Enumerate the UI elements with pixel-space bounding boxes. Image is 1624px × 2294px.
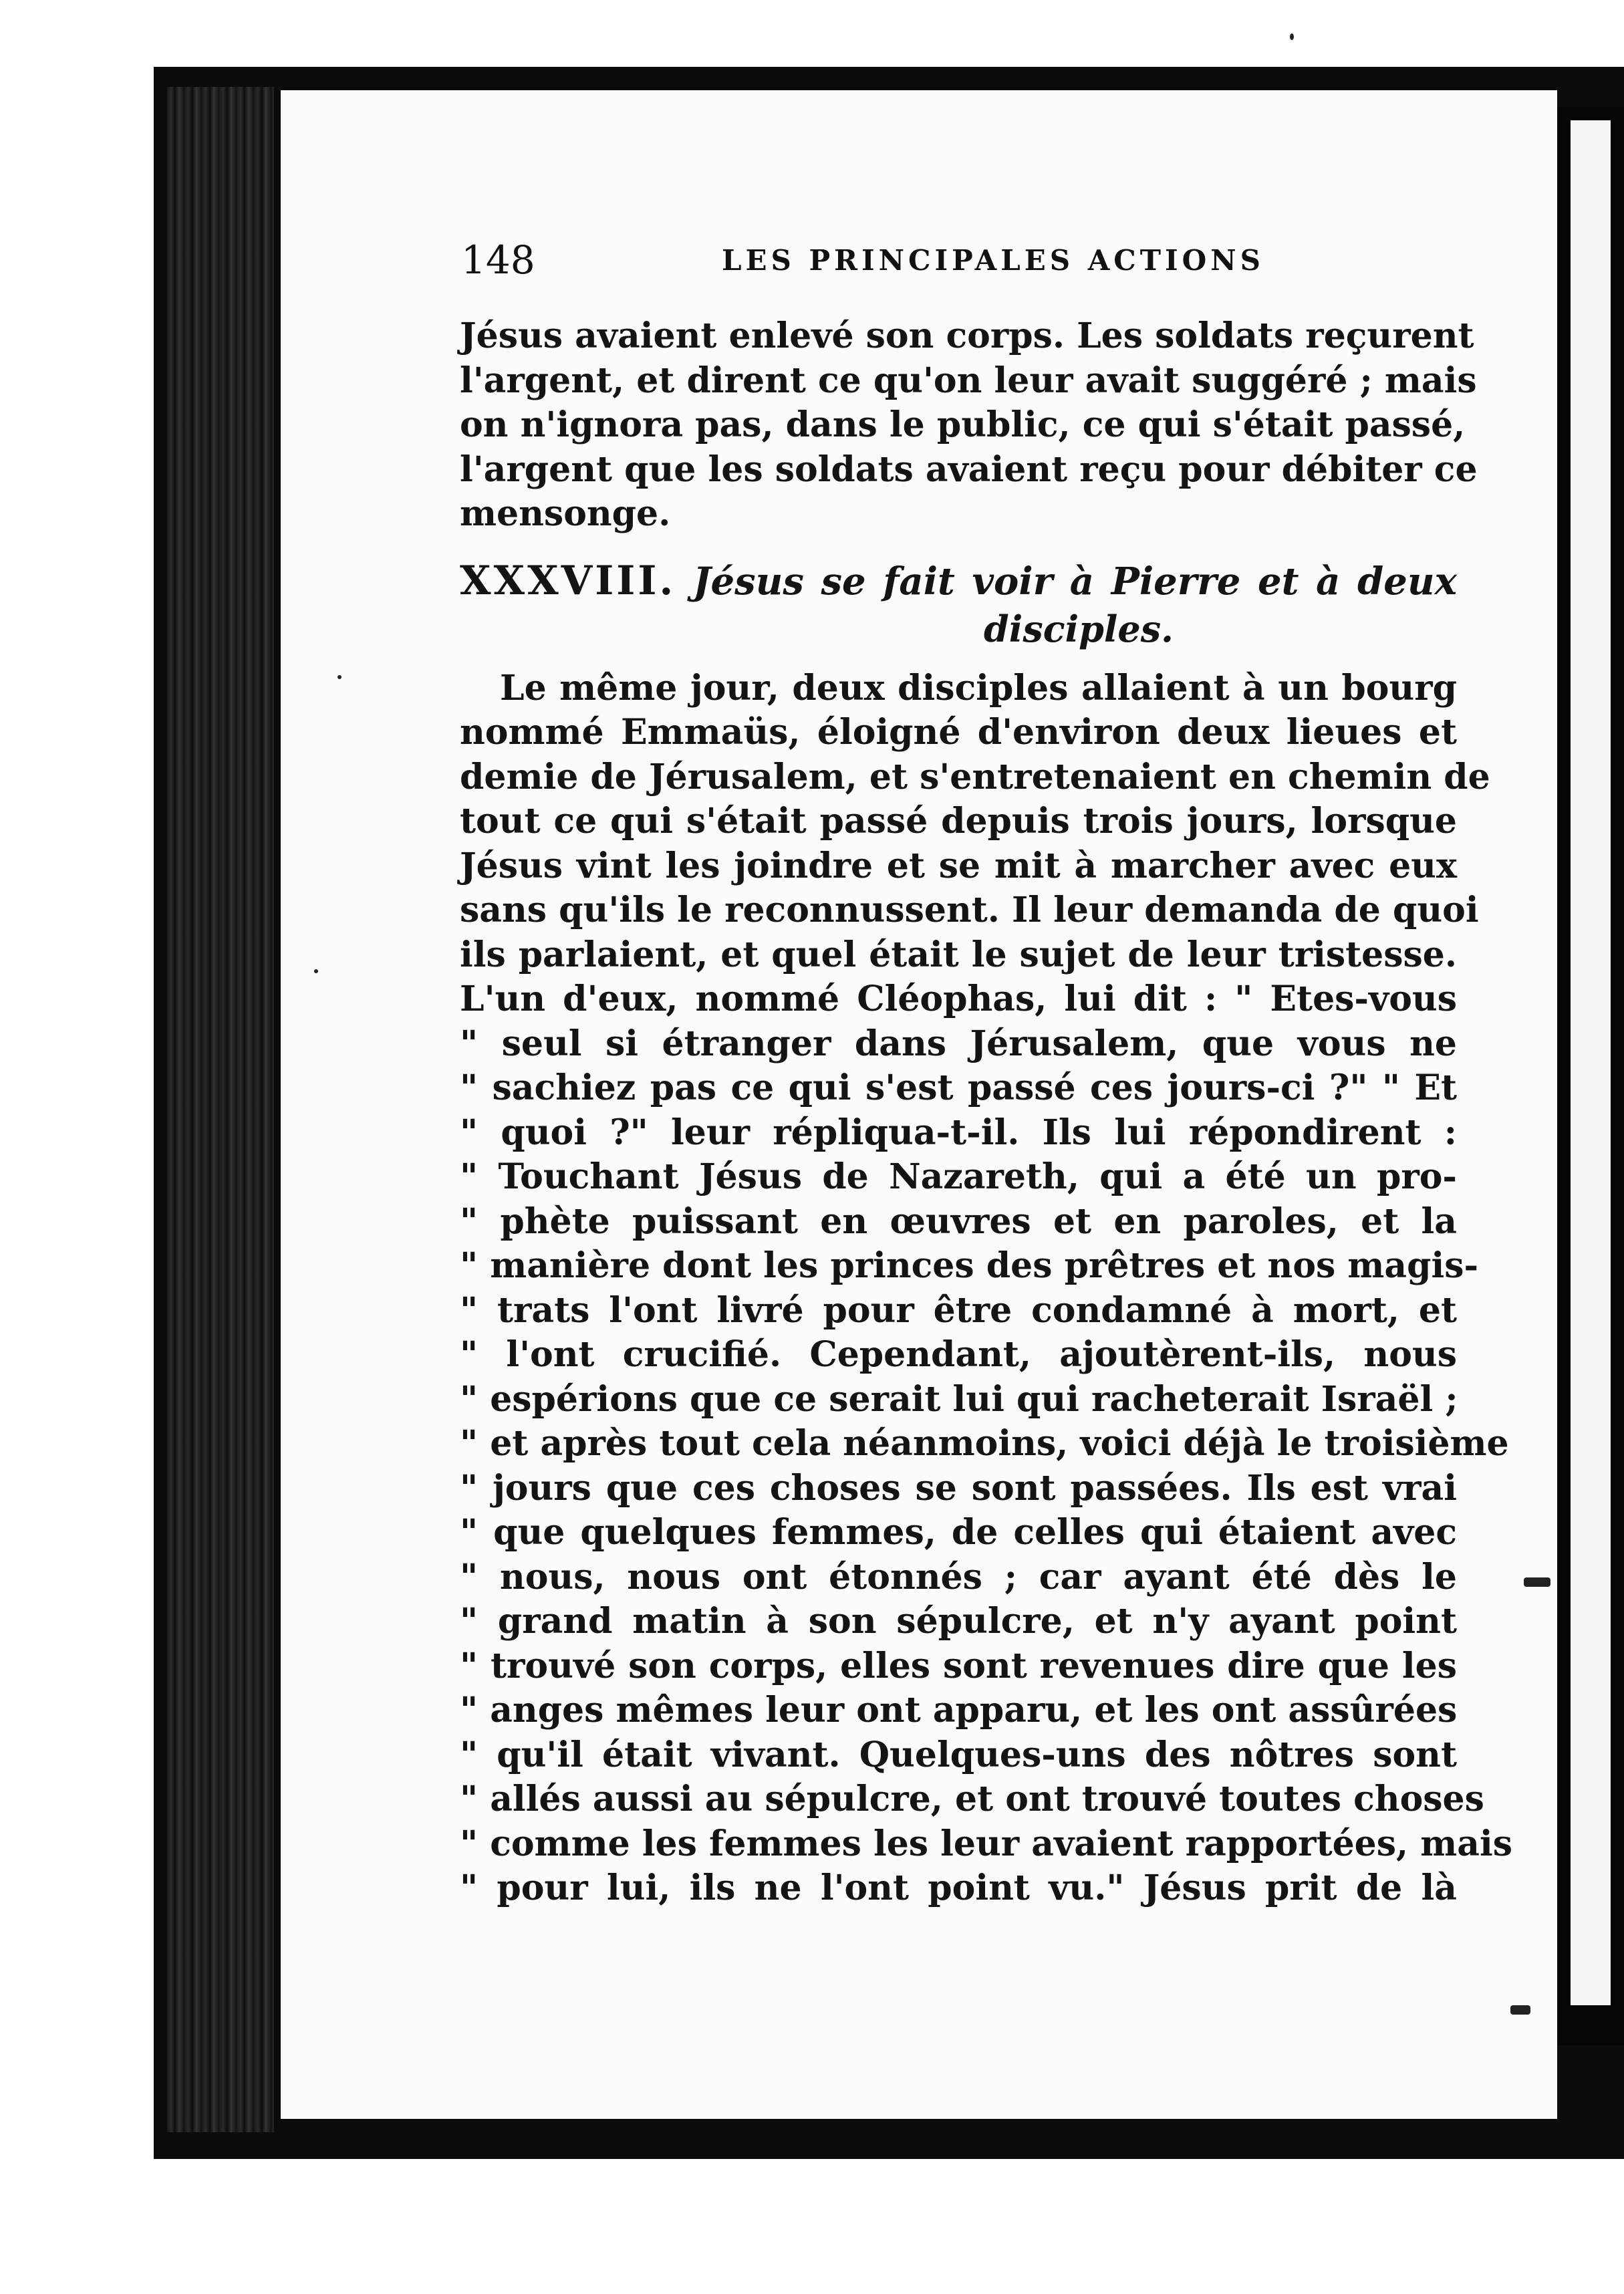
scan-speck <box>1524 1577 1550 1587</box>
page-number: 148 <box>461 237 535 283</box>
book-page-edges <box>167 87 274 2132</box>
text-line: Jésus avaient enlevé son corps. Les soldats reçurent <box>460 315 1474 356</box>
paragraph-2 <box>460 666 1512 1911</box>
text-line: " que quelques femmes, de celles qui étaient avec <box>460 1512 1457 1553</box>
text-line: " manière dont les princes des prêtres et nos magis- <box>460 1245 1479 1286</box>
text-line: " grand matin à son sépulcre, et n'y ayant point <box>460 1601 1457 1642</box>
text-line: " qu'il était vivant. Quelques-uns des nôtres sont <box>460 1734 1457 1775</box>
scan-speck <box>337 675 342 679</box>
text-line: " anges mêmes leur ont apparu, et les ont assûrées <box>460 1690 1458 1731</box>
text-line: " jours que ces choses se sont passées. Ils est vrai <box>460 1467 1457 1509</box>
text-line: tout ce qui s'était passé depuis trois jours, lorsque <box>460 801 1457 842</box>
text-line: Le même jour, deux disciples allaient à un bourg <box>500 667 1457 709</box>
text-line: " pour lui, ils ne l'ont point vu." Jésus prit de là <box>460 1868 1457 1908</box>
running-head: LES PRINCIPALES ACTIONS <box>722 244 1264 277</box>
text-line: sans qu'ils le reconnussent. Il leur demanda de quoi <box>460 890 1479 930</box>
text-line: L'un d'eux, nommé Cléophas, lui dit : " Etes-vous <box>460 979 1457 1019</box>
text-line: mensonge. <box>460 493 671 534</box>
section-heading <box>460 557 1457 653</box>
paragraph-1 <box>460 314 1478 537</box>
spacer <box>460 537 1457 557</box>
text-line: l'argent, et dirent ce qu'on leur avait suggéré ; mais <box>460 360 1477 401</box>
scan-speck <box>1290 33 1294 40</box>
text-line: " nous, nous ont étonnés ; car ayant été dès le <box>460 1556 1457 1598</box>
spacer <box>460 653 1457 666</box>
text-line: " l'ont crucifié. Cependant, ajoutèrent-ils, nous <box>460 1334 1457 1375</box>
text-line: " Touchant Jésus de Nazareth, qui a été un pro- <box>460 1156 1457 1197</box>
text-line: demie de Jérusalem, et s'entretenaient en chemin de <box>460 756 1490 797</box>
section-title: Jésus se fait voir à Pierre et à deux <box>692 559 1457 604</box>
text-line: " allés aussi au sépulcre, et ont trouvé toutes choses <box>460 1779 1484 1819</box>
section-number: XXXVIII. <box>460 557 676 604</box>
text-line: " trouvé son corps, elles sont revenues dire que les <box>460 1645 1457 1686</box>
text-line: nommé Emmaüs, éloigné d'environ deux lieues et <box>460 712 1457 753</box>
page-header <box>461 237 1263 297</box>
scan-speck <box>1510 2005 1530 2015</box>
page-body <box>460 314 1512 1911</box>
text-line: on n'ignora pas, dans le public, ce qui s'était passé, <box>460 404 1466 445</box>
text-line: " trats l'ont livré pour être condamné à mort, et <box>460 1289 1457 1331</box>
text-line: ils parlaient, et quel était le sujet de leur tristesse. <box>460 934 1457 975</box>
text-line: " espérions que ce serait lui qui racheterait Israël ; <box>460 1378 1458 1420</box>
text-line: " phète puissant en œuvres et en paroles, et la <box>460 1200 1457 1242</box>
text-line: Jésus vint les joindre et se mit à marcher avec eux <box>460 845 1457 886</box>
text-line: l'argent que les soldats avaient reçu pour débiter ce <box>460 449 1478 490</box>
section-title-continued: disciples. <box>984 607 1174 650</box>
section-heading-line <box>460 557 1457 605</box>
text-line: " et après tout cela néanmoins, voici déjà le troisième <box>460 1423 1509 1464</box>
scan-speck <box>314 969 318 973</box>
facing-page-sliver <box>1571 120 1611 2005</box>
text-line: " comme les femmes les leur avaient rapportées, mais <box>460 1823 1512 1864</box>
text-line: " sachiez pas ce qui s'est passé ces jours-ci ?" " Et <box>460 1067 1457 1108</box>
text-line: " seul si étranger dans Jérusalem, que vous ne <box>460 1023 1457 1064</box>
text-line: " quoi ?" leur répliqua-t-il. Ils lui répondirent : <box>460 1112 1457 1153</box>
